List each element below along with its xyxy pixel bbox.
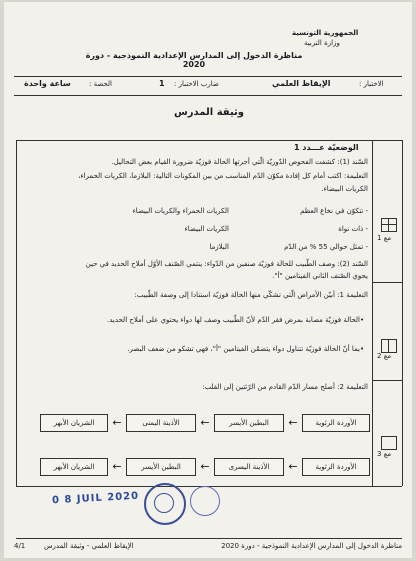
- answer-bone: الكريات الحمراء والكريات البيضاء: [132, 207, 229, 215]
- path-wrong-step-2: البطين الأيسر: [214, 414, 284, 432]
- path-correct-step-4: الشريان الأبهر: [40, 458, 108, 476]
- path-wrong-step-4: الشريان الأبهر: [40, 414, 108, 432]
- grade-box: [381, 436, 397, 450]
- path-correct-step-2: الأذينة اليسرى: [214, 458, 284, 476]
- arrow-left-icon: ←: [112, 459, 122, 473]
- date-stamp: 0 8 JUIL 2020: [51, 490, 140, 507]
- coef-label: ضارب الاختبار :: [174, 80, 219, 88]
- republic-label: الجمهورية التونسية: [292, 29, 359, 37]
- mark-2: مع 2: [377, 352, 392, 360]
- path-wrong-step-1: الأوردة الرئوية: [302, 414, 370, 432]
- instruction-1-cont: الكريات البيضاء.: [321, 185, 368, 193]
- path-correct-step-1: الأوردة الرئوية: [302, 458, 370, 476]
- exam-title: مناظرة الدخول إلى المدارس الإعدادية النموذجية - دورة 2020: [85, 51, 303, 69]
- arrow-left-icon: ←: [288, 459, 298, 473]
- footer-left: الإيقاظ العلمي - وثيقة المدرس: [44, 542, 134, 550]
- grade-box: [381, 339, 397, 353]
- answer-iron: الحالة فوزيّة مصابة بمرض فقر الدّم لأنّ الطّبيب وصف لها دواء يحتوي على أملاح الحديد.: [107, 316, 360, 324]
- subject-value: الإيقاظ العلمي: [272, 79, 331, 88]
- coef-value: 1: [159, 79, 165, 88]
- page-number: 4/1: [14, 542, 26, 550]
- footer-right: مناظرة الدخول إلى المدارس الإعدادية النموذجية - دورة 2020: [221, 542, 402, 550]
- path-correct-step-3: البطين الأيسر: [126, 458, 196, 476]
- question-nucleus: - ذات نواة: [338, 225, 368, 233]
- duration-label: الحصة :: [89, 80, 113, 88]
- answer-plasma: البلازما: [209, 243, 229, 251]
- question-bone: - تتكوّن في نخاع العظم: [300, 207, 368, 215]
- subject-label: الاختبار :: [359, 80, 384, 88]
- situation-title: الوضعيّة عـــدد 1: [294, 143, 359, 152]
- document-page: الجمهورية التونسية وزارة التربية مناظرة الدخول إلى المدارس الإعدادية النموذجية - دورة 2020 الاختبار : الإيقاظ العلمي ضارب الاختبار : 1 الحصة : ساعة واحدة وثيقة المدرس الوضعيّة عـــدد 1 السّند (1): كشفت الفحوص الدّوريّة الّتي أجرتها الحالة فوزيّة ضرورة القيام بعض التحاليل. التعليمة: اكتب أمام كل إفادة مكوّن الدّم المناسب من بين المكونات التالية: البلازما، الكريات الحمراء، الكريات البيضاء. - تتكوّن في نخاع العظم الكريات الحمراء والكريات البيضاء - ذات نواة الكريات البيضاء - تمثل حوالي 55 % من الدّم البلازما السّند (2): وصف الطّبيب للحالة فوزيّة صنفين من الدّواء: ينتمي الصّنف الأوّل أملاح الحديد في حين يحوي الصّنف الثاني الفيتامين "أ". التعليمة 1: أبيّن الأمراض الّتي تشكّي منها الحالة فوزيّة استنادا إلى وصفة الطّبيب: الحالة فوزيّة مصابة بمرض فقر الدّم لأنّ الطّبيب وصف لها دواء يحتوي على أملاح الحديد. • بما أنّ الحالة فوزيّة تتناول دواء يتضمّن الفيتامين "أ"، فهي تشكو من ضعف البصر. • التعليمة 2: أصلح مسار الدّم القادم من الرّئتين إلى القلب: الأوردة الرئوية ← البطين الأيسر ← الأذينة اليمنى ← الشريان الأبهر الأوردة الرئوية ← الأذينة اليسرى ← البطين الأيسر ← الشريان الأبهر مع 1 مع 2 مع 3 0 8 JUIL 2020 4/1 الإيقاظ العلمي - وثيقة المدرس مناظرة الدخول إلى المدارس الإعدادية النموذجية - دورة 2020: [4, 2, 412, 558]
- grade-box: [381, 218, 397, 232]
- support-2b: يحوي الصّنف الثاني الفيتامين "أ".: [272, 272, 368, 280]
- question-plasma: - تمثل حوالي 55 % من الدّم: [284, 243, 368, 251]
- arrow-left-icon: ←: [200, 459, 210, 473]
- answer-vitamin: بما أنّ الحالة فوزيّة تتناول دواء يتضمّن الفيتامين "أ"، فهي تشكو من ضعف البصر.: [127, 345, 360, 353]
- answer-nucleus: الكريات البيضاء: [184, 225, 229, 233]
- mark-3: مع 3: [377, 450, 392, 458]
- duration-value: ساعة واحدة: [24, 79, 71, 88]
- path-wrong-step-3: الأذينة اليمنى: [126, 414, 196, 432]
- instruction-3: التعليمة 2: أصلح مسار الدّم القادم من الرّئتين إلى القلب:: [202, 383, 368, 391]
- instruction-1: التعليمة: اكتب أمام كل إفادة مكوّن الدّم المناسب من بين المكونات التالية: البلازما، الكريات الحمراء،: [78, 172, 368, 180]
- arrow-left-icon: ←: [112, 415, 122, 429]
- support-2a: السّند (2): وصف الطّبيب للحالة فوزيّة صنفين من الدّواء: ينتمي الصّنف الأوّل أملاح الحديد في حين: [85, 260, 368, 268]
- mark-1: مع 1: [377, 234, 392, 242]
- arrow-left-icon: ←: [200, 415, 210, 429]
- arrow-left-icon: ←: [288, 415, 298, 429]
- signature-mark: [190, 486, 220, 516]
- doc-title: وثيقة المدرس: [174, 107, 245, 118]
- instruction-2: التعليمة 1: أبيّن الأمراض الّتي تشكّي منها الحالة فوزيّة استنادا إلى وصفة الطّبيب:: [134, 291, 368, 299]
- ministry-label: وزارة التربية: [304, 39, 340, 47]
- support-1: السّند (1): كشفت الفحوص الدّوريّة الّتي أجرتها الحالة فوزيّة ضرورة القيام بعض التحاليل.: [111, 158, 368, 166]
